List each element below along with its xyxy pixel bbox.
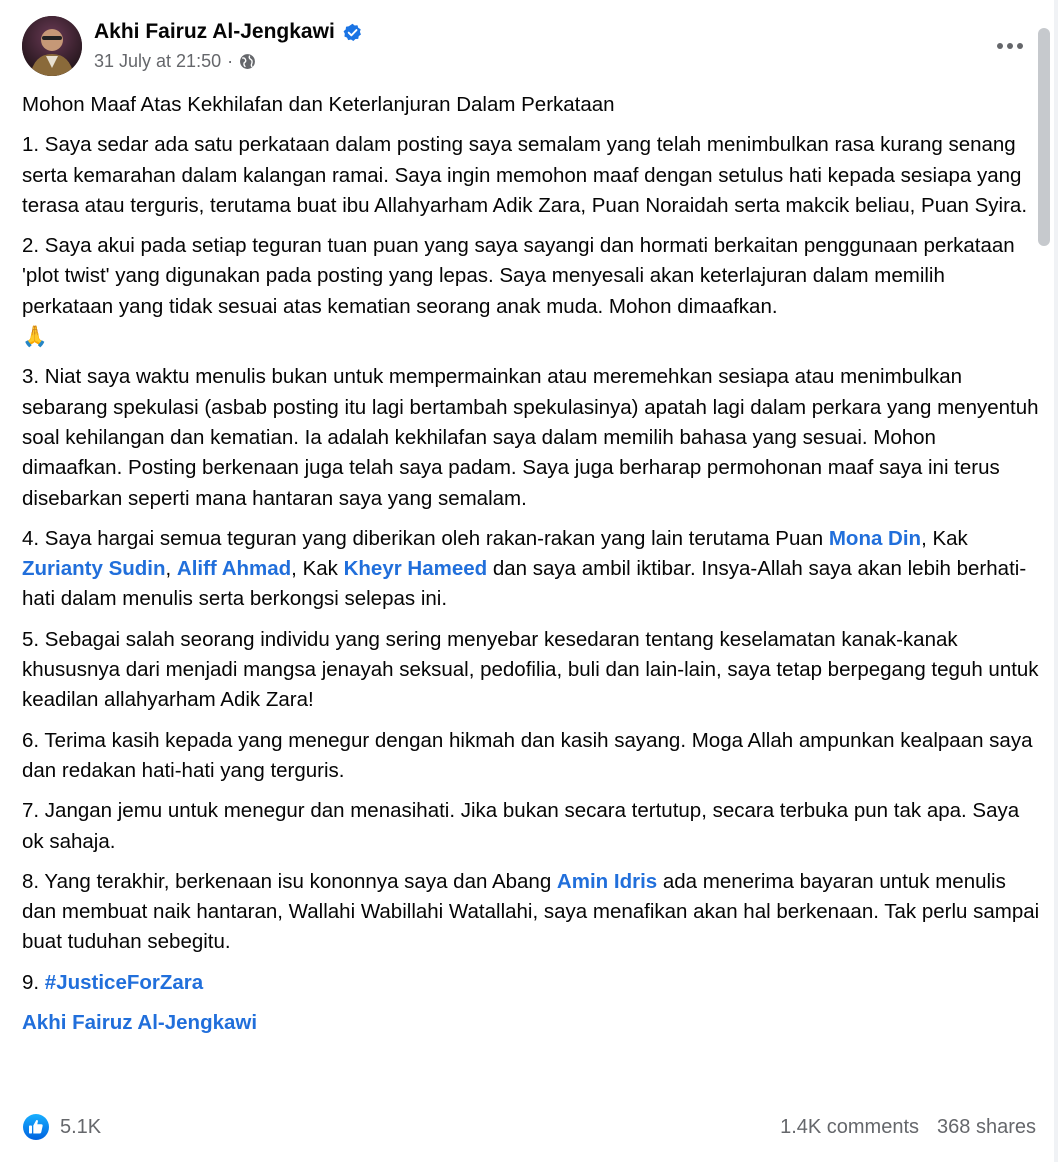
paragraph-2: [22, 231, 1040, 352]
paragraph-7: 7. Jangan jemu untuk menegur dan menasihati. Jika bukan secara tertutup, secara terbuka pun tak apa. Saya ok sahaja.: [22, 799, 1020, 853]
more-dot-icon: [1007, 43, 1013, 49]
verified-badge-icon: [343, 23, 362, 42]
avatar-photo: [22, 16, 82, 76]
pray-emoji: 🙏: [22, 325, 48, 349]
paragraph-6: 6. Terima kasih kepada yang menegur dengan hikmah dan kasih sayang. Moga Allah ampunkan kealpaan saya dan redakan hati-hati yang terguris.: [22, 728, 1033, 782]
paragraph-5: 5. Sebagai salah seorang individu yang sering menyebar kesedaran tentang keselamatan kanak-kanak khususnya dari menjadi mangsa jenayah seksual, pedofilia, buli dan lain-lain, saya tetap berpegang teguh untuk keadilan allahyarham Adik Zara!: [22, 627, 1039, 712]
mention-aliff-ahmad[interactable]: Aliff Ahmad: [176, 557, 292, 581]
like-icon: [22, 1113, 50, 1141]
engagement-counts: [780, 1116, 1036, 1139]
scrollbar-thumb[interactable]: [1038, 28, 1050, 246]
post-body: [22, 90, 1040, 1048]
mention-zurianty-sudin[interactable]: Zurianty Sudin: [22, 557, 166, 581]
signature-link[interactable]: Akhi Fairuz Al-Jengkawi: [22, 1011, 258, 1035]
paragraph-3: 3. Niat saya waktu menulis bukan untuk mempermainkan atau meremehkan sesiapa atau menimbulkan sebarang spekulasi (asbab posting itu lagi bertambah spekulasinya) apatah lagi dalam perkara yang menyentuh soal kehilangan dan kematian. Ia adalah kekhilafan saya dalam memilih bahasa yang sesuai. Mohon dimaafkan. Posting berkenaan juga telah saya padam. Saya juga berharap permohonan maaf saya ini terus disebarkan seperti mana hantaran saya yang semalam.: [22, 365, 1039, 510]
paragraph-4-text: ,: [165, 557, 177, 581]
author-name-text[interactable]: Akhi Fairuz Al-Jengkawi: [94, 20, 335, 43]
paragraph-2-text: 2. Saya akui pada setiap teguran tuan puan yang saya sayangi dan hormati berkaitan penggunaan perkataan 'plot twist' yang digunakan pada posting yang lepas. Saya menyesali akan keterlajuran dalam memilih perkataan yang tidak sesuai atas kematian seorang anak muda. Mohon dimaafkan.: [22, 234, 1015, 318]
paragraph-4-text: dan saya ambil iktibar. Insya-Allah saya akan lebih berhati-hati dalam menulis serta berkongsi selepas ini.: [22, 557, 1027, 611]
post-title: Mohon Maaf Atas Kekhilafan dan Keterlanjuran Dalam Perkataan: [22, 93, 615, 116]
reactions-summary[interactable]: [22, 1113, 101, 1141]
paragraph-8: [22, 867, 1040, 958]
mention-kheyr-hameed[interactable]: Kheyr Hameed: [343, 557, 488, 581]
paragraph-9: [22, 968, 1040, 998]
paragraph-4-text: , Kak: [921, 526, 968, 550]
more-dot-icon: [997, 43, 1003, 49]
page-edge: [1054, 0, 1058, 1162]
paragraph-8-text: ada menerima bayaran untuk menulis dan membuat naik hantaran, Wallahi Wabillahi Watallahi, saya menafikan akan hal berkenaan. Tak perlu sampai buat tuduhan sebegitu.: [22, 869, 1040, 954]
mention-mona-din[interactable]: Mona Din: [828, 526, 922, 550]
meta-separator: ·: [227, 51, 234, 71]
hashtag-justiceforzara[interactable]: #JusticeForZara: [44, 970, 204, 994]
globe-icon[interactable]: [239, 53, 256, 70]
post-footer: [22, 1110, 1036, 1144]
paragraph-1: 1. Saya sedar ada satu perkataan dalam posting saya semalam yang telah menimbulkan rasa kurang senang serta kemarahan dalam kalangan ramai. Saya ingin memohon maaf dengan setulus hati kepada sesiapa yang terasa atau terguris, terutama buat ibu Allahyarham Adik Zara, Puan Noraidah serta makcik beliau, Puan Syira.: [22, 133, 1028, 217]
post-header: [22, 14, 1022, 80]
shares-count-link[interactable]: 368 shares: [937, 1115, 1036, 1138]
paragraph-4-text: , Kak: [291, 557, 344, 581]
timestamp[interactable]: 31 July at 21:50: [94, 51, 222, 71]
avatar[interactable]: [22, 16, 82, 76]
post-meta: [94, 51, 256, 72]
paragraph-4: [22, 524, 1040, 615]
more-dot-icon: [1017, 43, 1023, 49]
more-options-button[interactable]: [990, 28, 1030, 64]
mention-amin-idris[interactable]: Amin Idris: [556, 869, 658, 893]
author-name[interactable]: [94, 20, 362, 44]
paragraph-4-text: 4. Saya hargai semua teguran yang diberikan oleh rakan-rakan yang lain terutama Puan: [22, 526, 829, 550]
paragraph-8-text: 8. Yang terakhir, berkenaan isu kononnya saya dan Abang: [22, 869, 557, 893]
reactions-count: 5.1K: [60, 1115, 102, 1138]
comments-count-link[interactable]: 1.4K comments: [780, 1115, 920, 1138]
paragraph-9-text: 9.: [22, 970, 45, 994]
